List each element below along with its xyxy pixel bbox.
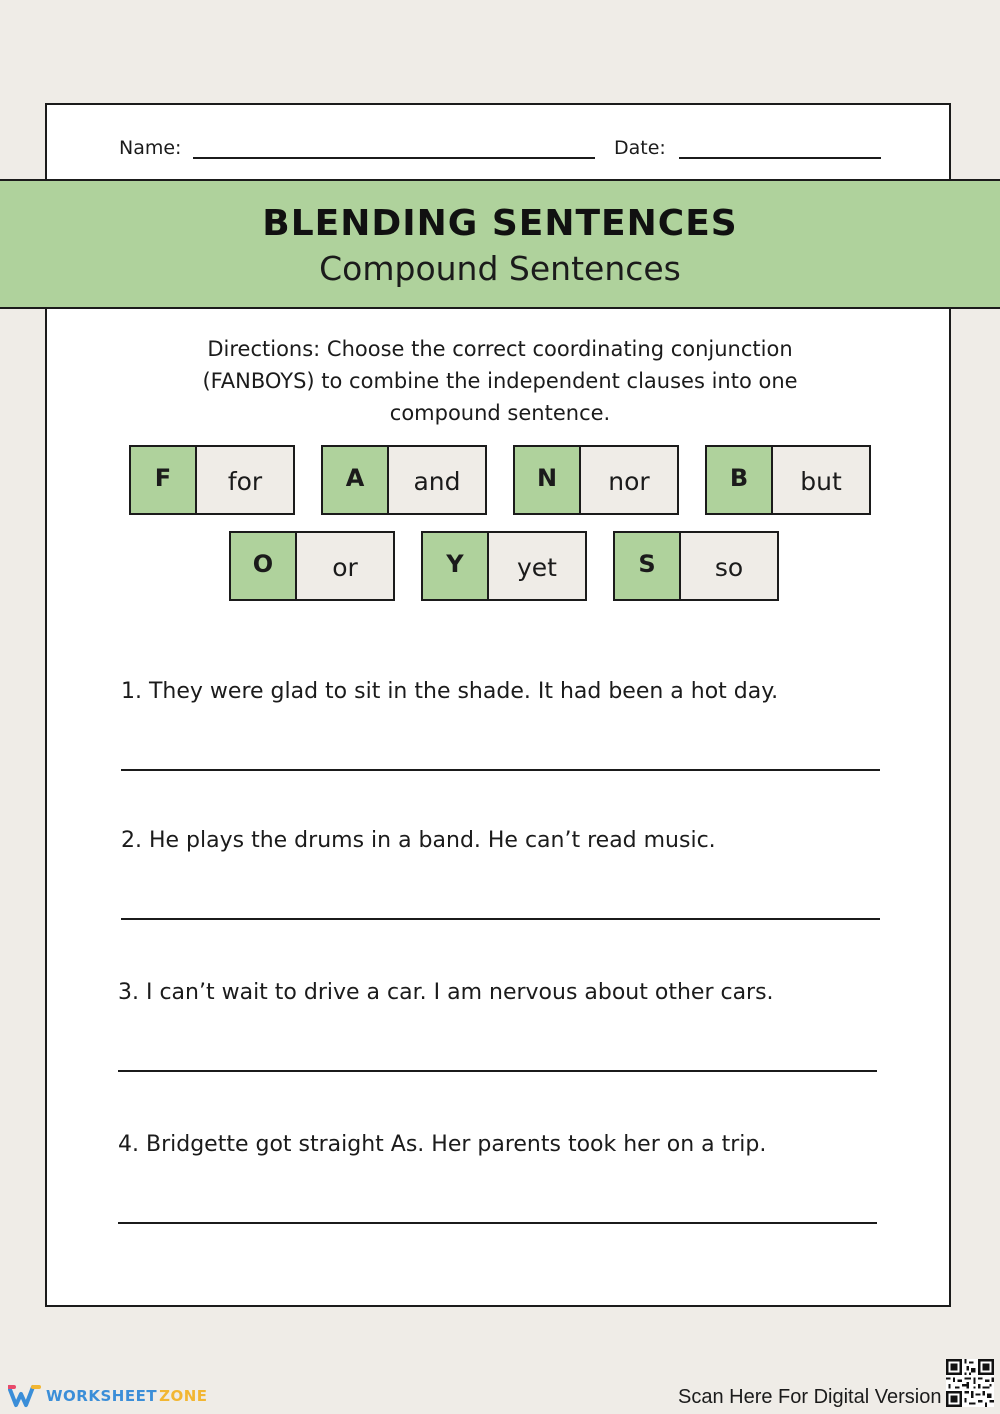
fanboys-letter: F (131, 447, 197, 513)
qr-code-icon[interactable] (946, 1359, 994, 1407)
title-banner (0, 179, 1000, 309)
page-subtitle: Compound Sentences (319, 249, 681, 288)
fanboys-word: for (197, 447, 293, 513)
fanboys-tile-nor (513, 445, 679, 515)
fanboys-tile-or (229, 531, 395, 601)
fanboys-letter: S (615, 533, 681, 599)
fanboys-word: but (773, 447, 869, 513)
date-label: Date: (614, 137, 666, 159)
name-line (193, 157, 595, 159)
answer-line-2[interactable] (121, 918, 880, 920)
directions-text: Directions: Choose the correct coordinating conjunction (FANBOYS) to combine the independent clauses into one compound sentence. (202, 337, 798, 425)
fanboys-tile-but (705, 445, 871, 515)
fanboys-word: or (297, 533, 393, 599)
fanboys-tile-yet (421, 531, 587, 601)
fanboys-tile-so (613, 531, 779, 601)
fanboys-letter: O (231, 533, 297, 599)
fanboys-letter: Y (423, 533, 489, 599)
question-3: 3. I can’t wait to drive a car. I am nervous about other cars. (118, 980, 774, 1005)
fanboys-tile-for (129, 445, 295, 515)
fanboys-word: and (389, 447, 485, 513)
answer-line-1[interactable] (121, 769, 880, 771)
question-4: 4. Bridgette got straight As. Her parents took her on a trip. (118, 1132, 767, 1157)
date-line (679, 157, 881, 159)
scan-text: Scan Here For Digital Version (678, 1386, 942, 1408)
logo-text-worksheet: WORKSHEET (46, 1387, 158, 1405)
fanboys-letter: N (515, 447, 581, 513)
w-logo-icon (8, 1384, 42, 1408)
fanboys-word: so (681, 533, 777, 599)
fanboys-word: yet (489, 533, 585, 599)
fanboys-letter: B (707, 447, 773, 513)
logo-text-zone: ZONE (159, 1387, 208, 1405)
fanboys-word: nor (581, 447, 677, 513)
fanboys-tile-and (321, 445, 487, 515)
answer-line-3[interactable] (118, 1070, 877, 1072)
worksheet-zone-logo[interactable] (8, 1384, 208, 1408)
question-2: 2. He plays the drums in a band. He can’t read music. (121, 828, 716, 853)
page-title: BLENDING SENTENCES (262, 203, 738, 244)
question-1: 1. They were glad to sit in the shade. It had been a hot day. (121, 679, 779, 704)
answer-line-4[interactable] (118, 1222, 877, 1224)
name-label: Name: (119, 137, 182, 159)
fanboys-letter: A (323, 447, 389, 513)
